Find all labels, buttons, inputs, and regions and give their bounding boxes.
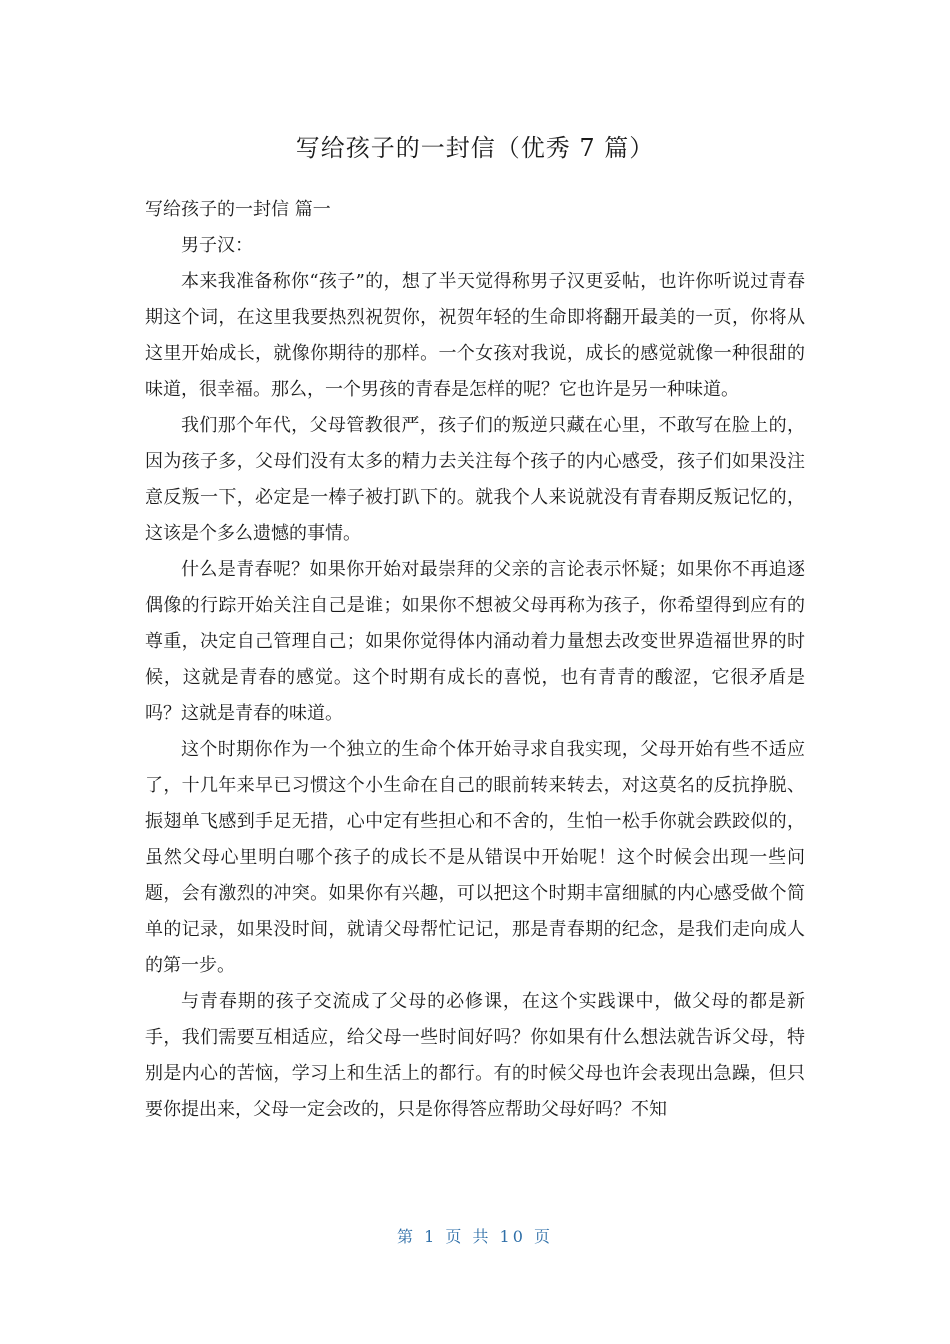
footer-total-pages: 10 bbox=[499, 1227, 526, 1246]
page-footer bbox=[0, 1225, 950, 1249]
footer-page-number: 1 bbox=[424, 1227, 438, 1246]
section-heading: 写给孩子的一封信 篇一 bbox=[145, 199, 331, 220]
footer-label-of: 页 共 bbox=[445, 1227, 492, 1246]
document-title: 写给孩子的一封信（优秀 7 篇） bbox=[295, 134, 655, 162]
paragraph: 我们那个年代，父母管教很严，孩子们的叛逆只藏在心里，不敢写在脸上的，因为孩子多，父母们没有太多的精力去关注每个孩子的内心感受，孩子们如果没注意反叛一下，必定是一棒子被打趴下的。就我个人来说就没有青春期反叛记忆的，这该是个多么遗憾的事情。 bbox=[145, 415, 805, 544]
footer-label-page: 第 bbox=[396, 1227, 416, 1246]
paragraph: 什么是青春呢？如果你开始对最崇拜的父亲的言论表示怀疑；如果你不再追逐偶像的行踪开始关注自己是谁；如果你不想被父母再称为孩子，你希望得到应有的尊重，决定自己管理自己；如果你觉得体内涌动着力量想去改变世界造福世界的时候，这就是青春的感觉。这个时期有成长的喜悦，也有青青的酸涩，它很矛盾是吗？这就是青春的味道。 bbox=[145, 559, 805, 724]
document-body bbox=[145, 192, 805, 1128]
footer-label-pages: 页 bbox=[534, 1227, 554, 1246]
paragraph: 这个时期你作为一个独立的生命个体开始寻求自我实现，父母开始有些不适应了，十几年来早已习惯这个小生命在自己的眼前转来转去，对这莫名的反抗挣脱、振翅单飞感到手足无措，心中定有些担心和不舍的，生怕一松手你就会跌跤似的，虽然父母心里明白哪个孩子的成长不是从错误中开始呢！这个时候会出现一些问题，会有激烈的冲突。如果你有兴趣，可以把这个时期丰富细腻的内心感受做个简单的记录，如果没时间，就请父母帮忙记记，那是青春期的纪念，是我们走向成人的第一步。 bbox=[145, 739, 805, 976]
paragraph: 与青春期的孩子交流成了父母的必修课，在这个实践课中，做父母的都是新手，我们需要互相适应，给父母一些时间好吗？你如果有什么想法就告诉父母，特别是内心的苦恼，学习上和生活上的都行。有的时候父母也许会表现出急躁，但只要你提出来，父母一定会改的，只是你得答应帮助父母好吗？不知 bbox=[145, 991, 805, 1120]
paragraph: 本来我准备称你“孩子”的，想了半天觉得称男子汉更妥帖，也许你听说过青春期这个词，在这里我要热烈祝贺你，祝贺年轻的生命即将翻开最美的一页，你将从这里开始成长，就像你期待的那样。一个女孩对我说，成长的感觉就像一种很甜的味道，很幸福。那么，一个男孩的青春是怎样的呢？它也许是另一种味道。 bbox=[145, 271, 805, 400]
salutation: 男子汉： bbox=[181, 235, 253, 256]
